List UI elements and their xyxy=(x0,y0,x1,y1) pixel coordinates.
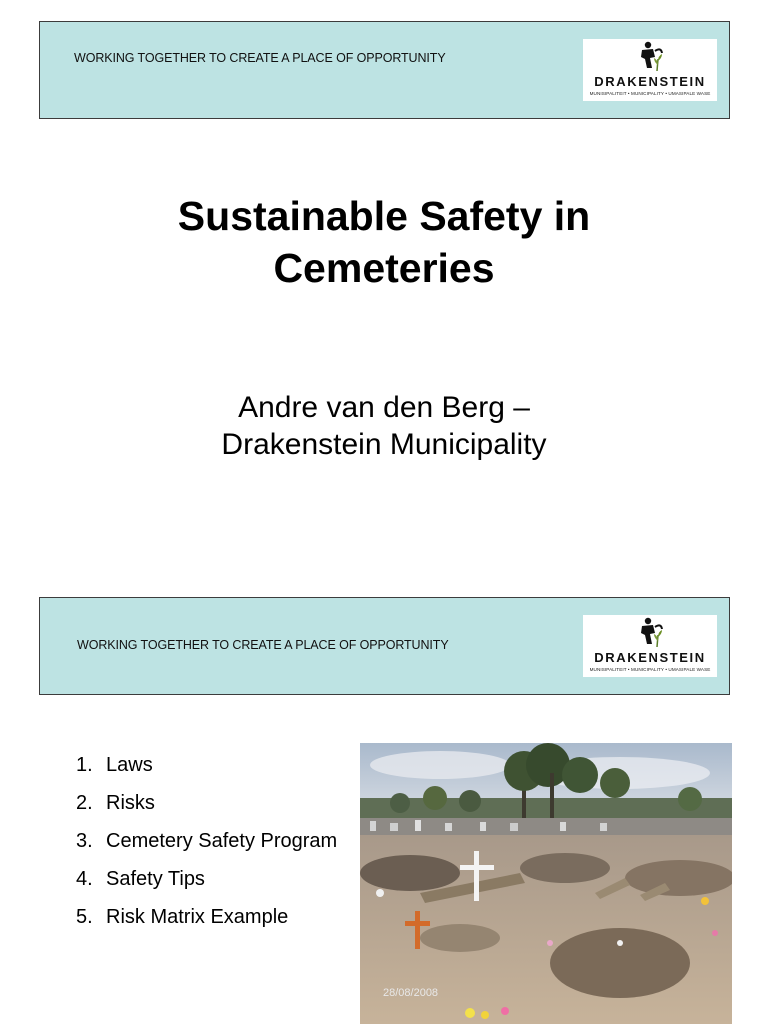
drakenstein-logo xyxy=(583,39,717,101)
agenda-list xyxy=(76,752,346,942)
subtitle-line: Drakenstein Municipality xyxy=(221,428,547,461)
logo-wordmark: DRAKENSTEIN xyxy=(594,650,706,665)
list-number: 2. xyxy=(76,792,93,814)
slide-title xyxy=(0,190,768,294)
list-item xyxy=(76,752,346,778)
title-line: Cemeteries xyxy=(273,245,495,291)
list-text: Safety Tips xyxy=(106,868,205,890)
logo-wordmark: DRAKENSTEIN xyxy=(594,74,706,89)
slide-subtitle xyxy=(0,389,768,463)
banner-tagline: WORKING TOGETHER TO CREATE A PLACE OF OPPORTUNITY xyxy=(74,51,446,65)
logo-subtext: MUNISIPALITEIT • MUNICIPALITY • UMASIPALE WASE xyxy=(589,667,711,672)
header-banner xyxy=(39,597,730,695)
list-text: Risk Matrix Example xyxy=(106,906,289,928)
list-item xyxy=(76,904,346,930)
figure-icon xyxy=(639,41,663,75)
banner-tagline: WORKING TOGETHER TO CREATE A PLACE OF OPPORTUNITY xyxy=(77,638,449,652)
logo-subtext: MUNISIPALITEIT • MUNICIPALITY • UMASIPALE WASE xyxy=(589,91,711,96)
header-banner xyxy=(39,21,730,119)
list-item xyxy=(76,866,346,892)
list-text: Laws xyxy=(106,754,153,776)
list-item xyxy=(76,828,346,854)
figure-icon xyxy=(639,617,663,651)
list-number: 3. xyxy=(76,830,93,852)
title-line: Sustainable Safety in xyxy=(177,193,591,239)
photo-date-stamp: 28/08/2008 xyxy=(383,987,439,999)
list-number: 1. xyxy=(76,754,93,776)
list-number: 4. xyxy=(76,868,93,890)
list-item xyxy=(76,790,346,816)
cemetery-photo xyxy=(360,743,732,1024)
list-text: Cemetery Safety Program xyxy=(106,830,338,852)
drakenstein-logo xyxy=(583,615,717,677)
list-text: Risks xyxy=(106,792,155,814)
list-number: 5. xyxy=(76,906,93,928)
subtitle-line: Andre van den Berg – xyxy=(238,391,530,424)
